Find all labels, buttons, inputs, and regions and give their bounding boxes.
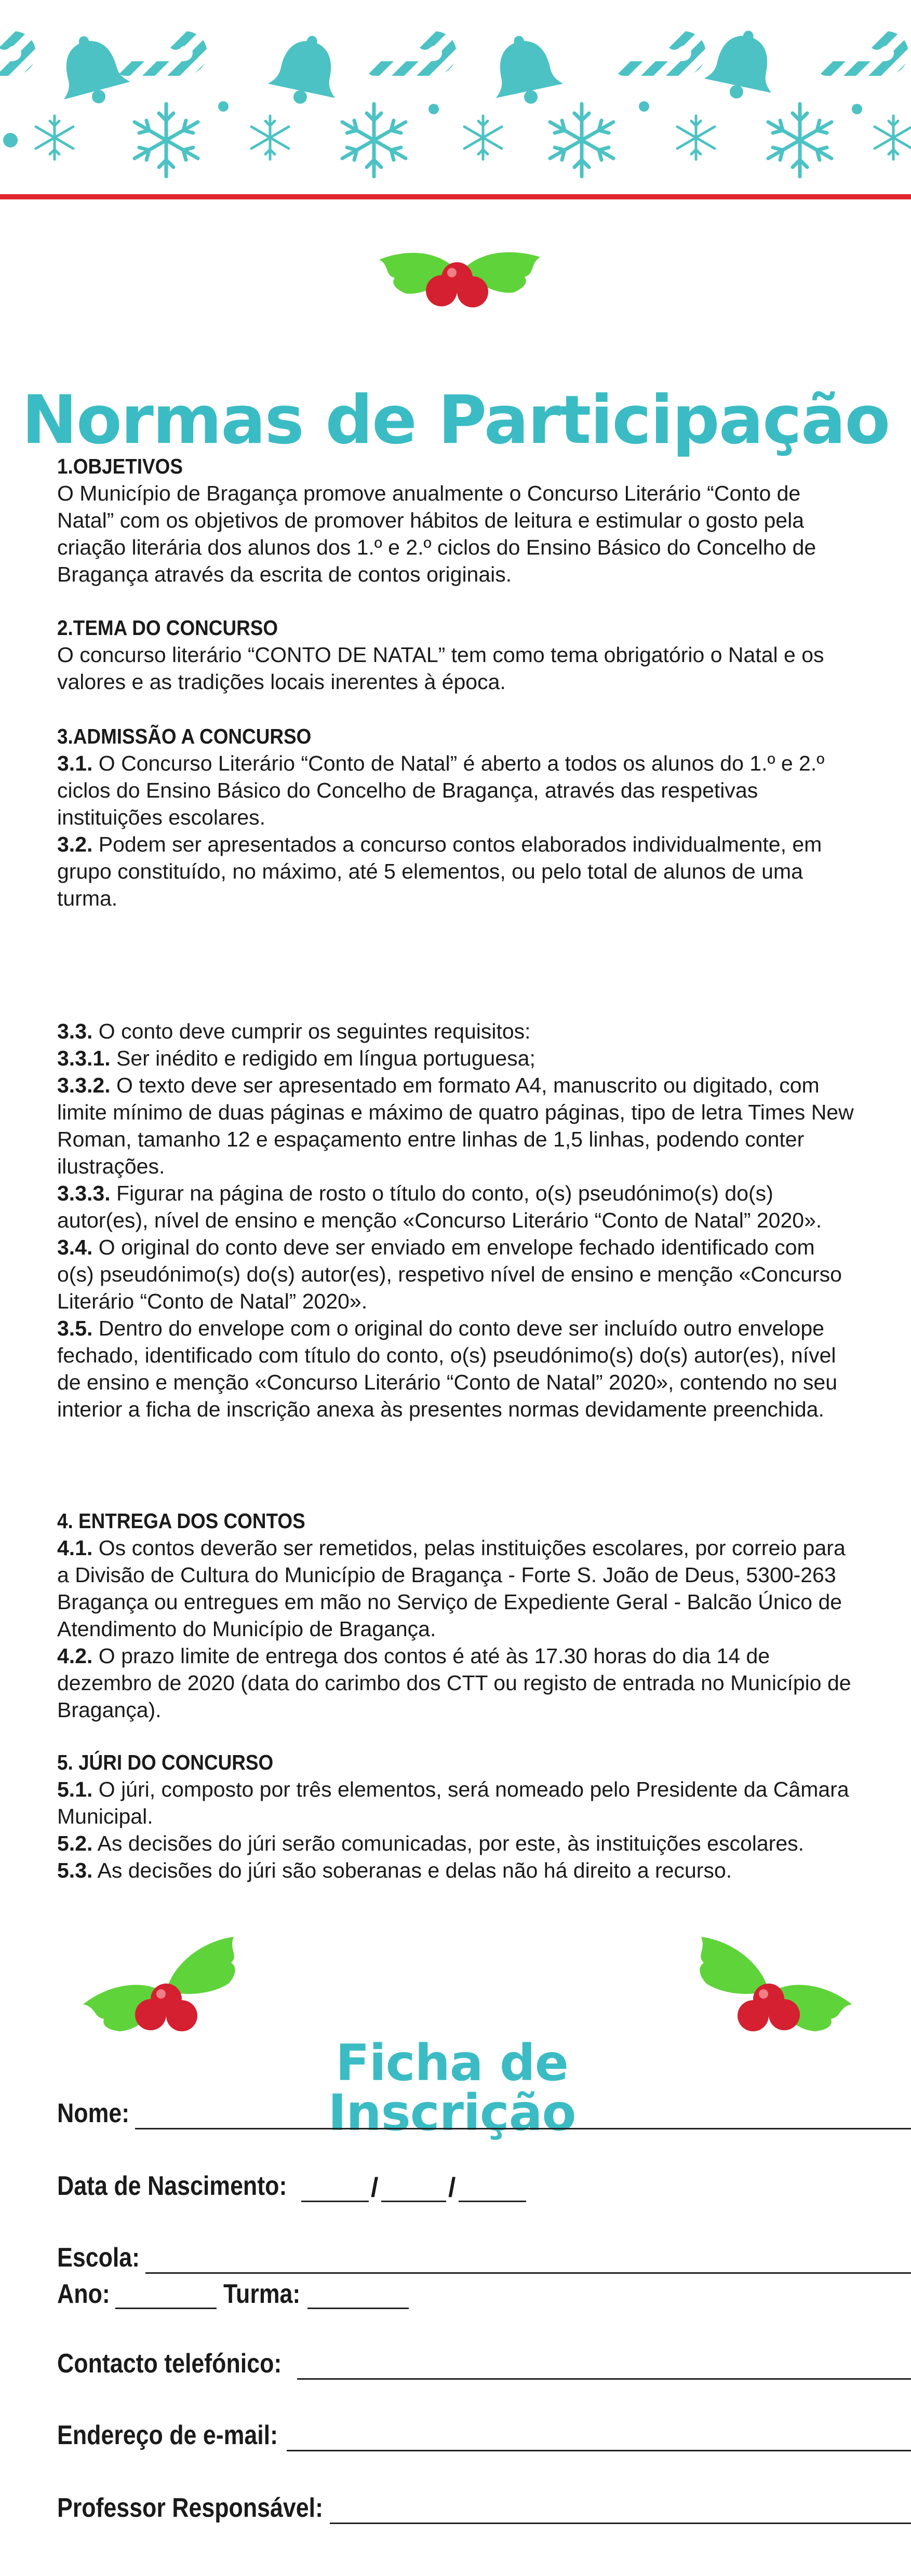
list-item: 3.1. O Concurso Literário “Conto de Natal” é aberto a todos os alunos do 1.º e 2.º ciclos do Ensino Básico do Concelho de Bragança, através das respetivas instituições escolares. — [57, 751, 825, 829]
list-item: 3.3.3. Figurar na página de rosto o título do conto, o(s) pseudónimo(s) do(s) autor(es), nível de ensino e menção «Concurso Literário “Conto de Natal” 2020». — [57, 1181, 822, 1232]
list-item: 3.3.2. O texto deve ser apresentado em formato A4, manuscrito ou digitado, com limite mínimo de duas páginas e máximo de quatro páginas, tipo de letra Times New Roman, tamanho 12 e espaçamento entre linhas de 1,5 linhas, podendo conter ilustrações. — [57, 1073, 854, 1178]
date-separator: / — [448, 2173, 456, 2203]
year-field[interactable] — [115, 2308, 217, 2309]
holly-icon — [374, 228, 545, 322]
list-item: 3.5. Dentro do envelope com o original do conto deve ser incluído outro envelope fechado, identificado com título do conto, o(s) pseudónimo(s) do(s) autor(es), nível de ensino e menção «Concurso Literário “Conto de Natal” 2020», contendo no seu interior a ficha de inscrição anexa às presentes normas devidamente preenchida. — [57, 1316, 838, 1421]
section-heading: 2.TEMA DO CONCURSO — [57, 616, 278, 640]
rules-section-2 — [57, 614, 857, 695]
name-field[interactable] — [135, 2128, 911, 2129]
section-body: O Município de Bragança promove anualmente o Concurso Literário “Conto de Natal” com os objetivos de promover hábitos de leitura e estimular o gosto pela criação literária dos alunos dos 1.º e 2.º ciclos do Ensino Básico do Concelho de Bragança através da escrita de contos originais. — [57, 481, 816, 586]
birthdate-label: Data de Nascimento: — [57, 2171, 287, 2201]
list-item: 4.2. O prazo limite de entrega dos contos é até às 17.30 horas do dia 14 de dezembro de 2020 (data do carimbo dos CTT ou registo de entrada no Município de Bragança). — [57, 1644, 851, 1722]
holly-icon — [691, 1932, 857, 2046]
section-heading: 1.OBJETIVOS — [57, 454, 183, 478]
list-item: 5.2. As decisões do júri serão comunicadas, por este, às instituições escolares. — [57, 1831, 805, 1855]
form-title: Ficha de Inscrição — [328, 2033, 576, 2142]
class-field[interactable] — [307, 2308, 409, 2309]
section-body: O concurso literário “CONTO DE NATAL” tem como tema obrigatório o Natal e os valores e as tradições locais inerentes à época. — [57, 643, 824, 694]
rules-section-3a — [57, 723, 857, 912]
school-field[interactable] — [145, 2272, 911, 2274]
email-field[interactable] — [287, 2450, 911, 2451]
page-title: Normas de Participação — [21, 381, 890, 459]
list-item: 3.3.1. Ser inédito e redigido em língua portuguesa; — [57, 1046, 535, 1070]
list-item: 3.3. O conto deve cumprir os seguintes requisitos: — [57, 1019, 531, 1043]
teacher-field[interactable] — [330, 2523, 911, 2524]
section-heading: 5. JÚRI DO CONCURSO — [57, 1750, 274, 1774]
phone-label: Contacto telefónico: — [57, 2349, 282, 2379]
list-item: 3.4. O original do conto deve ser enviado em envelope fechado identificado com o(s) pseudónimo(s) do(s) autor(es), respetivo nível de ensino e menção «Concurso Literário “Conto de Natal” 2020». — [57, 1235, 842, 1313]
birth-month-field[interactable] — [381, 2201, 446, 2202]
red-divider — [0, 194, 911, 199]
birth-year-field[interactable] — [459, 2201, 526, 2202]
birth-day-field[interactable] — [301, 2201, 369, 2202]
class-label: Turma: — [223, 2279, 301, 2309]
year-label: Ano: — [57, 2279, 110, 2309]
rules-section-1 — [57, 453, 857, 588]
phone-field[interactable] — [297, 2378, 911, 2380]
teacher-label: Professor Responsável: — [57, 2493, 323, 2523]
star-icon — [3, 101, 862, 147]
rules-section-3b — [57, 1018, 857, 1423]
list-item: 5.1. O júri, composto por três elementos, será nomeado pelo Presidente da Câmara Municipal. — [57, 1777, 849, 1828]
holly-icon — [78, 1932, 244, 2046]
snowflake-icon — [36, 104, 911, 177]
name-label: Nome: — [57, 2098, 130, 2128]
list-item: 5.3. As decisões do júri são soberanas e delas não há direito a recurso. — [57, 1858, 732, 1882]
email-label: Endereço de e-mail: — [57, 2420, 278, 2450]
rules-section-5 — [57, 1749, 857, 1884]
rules-section-4 — [57, 1507, 857, 1723]
section-heading: 4. ENTREGA DOS CONTOS — [57, 1509, 305, 1533]
christmas-pattern-banner — [0, 0, 911, 192]
school-label: Escola: — [57, 2243, 140, 2273]
section-heading: 3.ADMISSÃO A CONCURSO — [57, 724, 312, 748]
list-item: 3.2. Podem ser apresentados a concurso contos elaborados individualmente, em grupo constituído, no máximo, até 5 elementos, ou pelo total de alunos de uma turma. — [57, 832, 822, 910]
date-separator: / — [371, 2173, 379, 2203]
list-item: 4.1. Os contos deverão ser remetidos, pelas instituições escolares, por correio para a Divisão de Cultura do Município de Bragança - Forte S. João de Deus, 5300-263 Bragança ou entregues em mão no Serviço de Expediente Geral - Balcão Único de Atendimento do Município de Bragança. — [57, 1536, 846, 1641]
